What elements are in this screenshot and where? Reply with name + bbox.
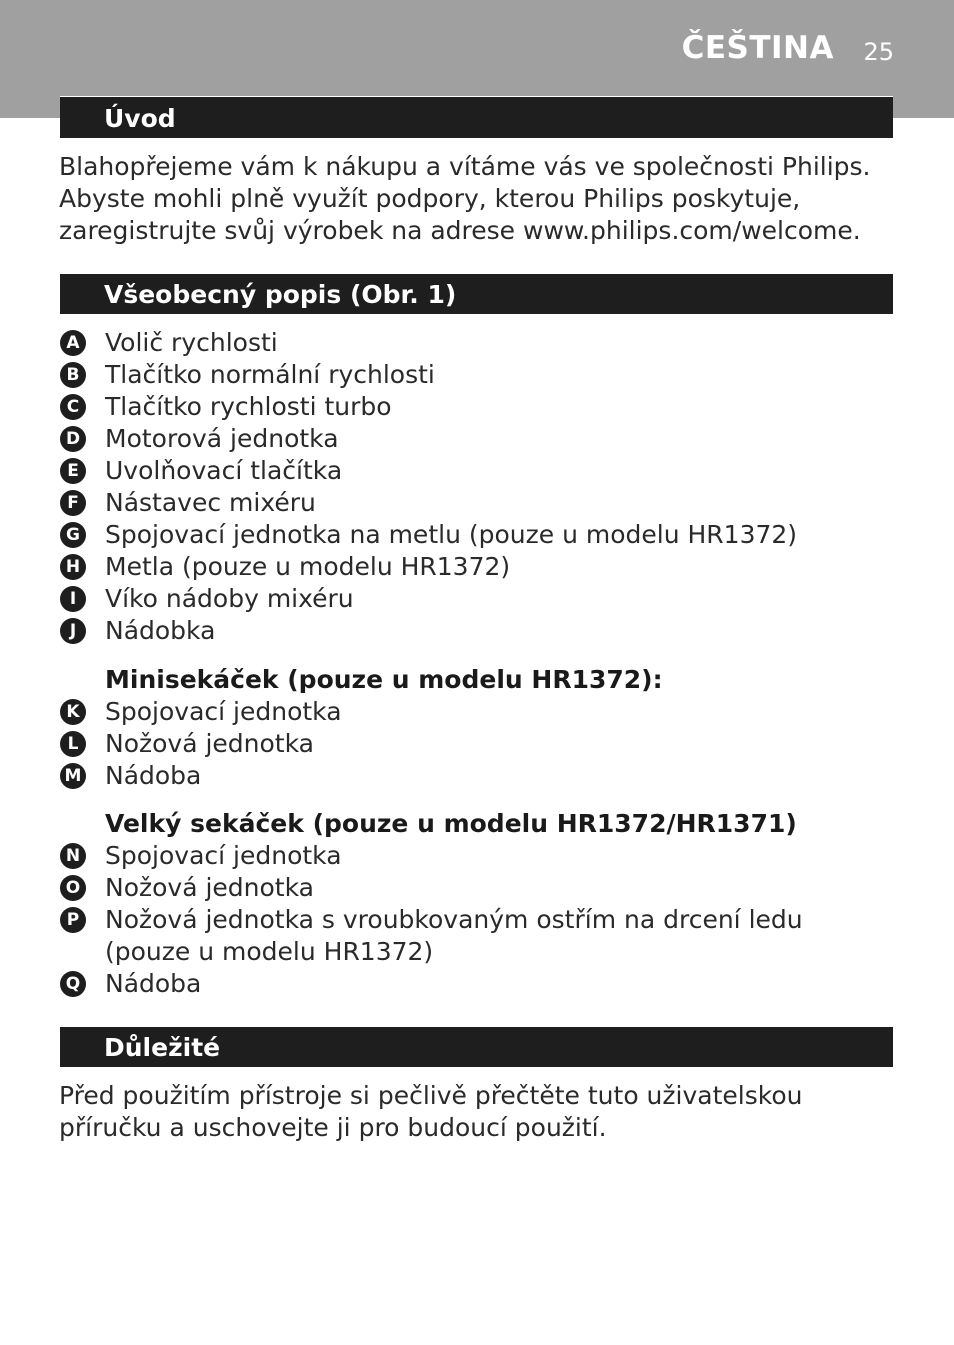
list-item-text: Nádoba bbox=[105, 761, 202, 790]
big-chopper-list bbox=[60, 840, 840, 1000]
list-item bbox=[60, 359, 840, 391]
mini-chopper-list bbox=[60, 696, 840, 792]
letter-badge: F bbox=[60, 490, 86, 516]
list-item bbox=[60, 904, 840, 968]
list-item bbox=[60, 696, 840, 728]
letter-badge: I bbox=[60, 586, 86, 612]
letter-badge: G bbox=[60, 522, 86, 548]
section-title-description: Všeobecný popis (Obr. 1) bbox=[60, 274, 893, 314]
list-item bbox=[60, 615, 840, 647]
list-item-text: Volič rychlosti bbox=[105, 328, 278, 357]
list-item-text: Metla (pouze u modelu HR1372) bbox=[105, 552, 511, 581]
letter-badge: P bbox=[60, 907, 86, 933]
list-item bbox=[60, 423, 840, 455]
letter-badge: E bbox=[60, 458, 86, 484]
letter-badge: O bbox=[60, 875, 86, 901]
language-title: ČEŠTINA bbox=[681, 30, 834, 66]
subheading-big-chopper: Velký sekáček (pouze u modelu HR1372/HR1371) bbox=[105, 809, 797, 838]
page-number: 25 bbox=[863, 38, 894, 66]
list-item bbox=[60, 519, 840, 551]
list-item-text: Nádobka bbox=[105, 616, 216, 645]
section-title-important: Důležité bbox=[60, 1027, 893, 1067]
list-item bbox=[60, 872, 840, 904]
list-item-text: Nožová jednotka bbox=[105, 729, 314, 758]
section-title-intro: Úvod bbox=[60, 96, 893, 138]
list-item bbox=[60, 391, 840, 423]
list-item bbox=[60, 455, 840, 487]
letter-badge: A bbox=[60, 330, 86, 356]
important-paragraph: Před použitím přístroje si pečlivě přečtěte tuto uživatelskou příručku a uschovejte ji pro budoucí použití. bbox=[59, 1081, 803, 1142]
list-item-text: Uvolňovací tlačítka bbox=[105, 456, 343, 485]
letter-badge: C bbox=[60, 394, 86, 420]
letter-badge: D bbox=[60, 426, 86, 452]
letter-badge: M bbox=[60, 763, 86, 789]
list-item-text: Víko nádoby mixéru bbox=[105, 584, 354, 613]
list-item-text: Spojovací jednotka bbox=[105, 841, 342, 870]
list-item bbox=[60, 760, 840, 792]
list-item bbox=[60, 968, 840, 1000]
letter-badge: Q bbox=[60, 971, 86, 997]
list-item bbox=[60, 327, 840, 359]
letter-badge: J bbox=[60, 618, 86, 644]
letter-badge: H bbox=[60, 554, 86, 580]
parts-list bbox=[60, 327, 840, 647]
list-item-text: Tlačítko normální rychlosti bbox=[105, 360, 435, 389]
list-item-text: Nádoba bbox=[105, 969, 202, 998]
list-item bbox=[60, 487, 840, 519]
list-item-text: Nástavec mixéru bbox=[105, 488, 316, 517]
letter-badge: L bbox=[60, 731, 86, 757]
subheading-mini-chopper: Minisekáček (pouze u modelu HR1372): bbox=[105, 665, 663, 694]
list-item bbox=[60, 583, 840, 615]
list-item-text: Spojovací jednotka bbox=[105, 697, 342, 726]
list-item-text: Spojovací jednotka na metlu (pouze u modelu HR1372) bbox=[105, 520, 798, 549]
letter-badge: B bbox=[60, 362, 86, 388]
intro-paragraph: Blahopřejeme vám k nákupu a vítáme vás ve společnosti Philips. Abyste mohli plně využít podpory, kterou Philips poskytuje, zaregistrujte svůj výrobek na adrese www.philips.com/welcome. bbox=[59, 152, 871, 245]
list-item-text: Nožová jednotka s vroubkovaným ostřím na drcení ledu (pouze u modelu HR1372) bbox=[105, 905, 803, 966]
list-item-text: Motorová jednotka bbox=[105, 424, 339, 453]
list-item bbox=[60, 551, 840, 583]
list-item bbox=[60, 728, 840, 760]
letter-badge: K bbox=[60, 699, 86, 725]
list-item-text: Tlačítko rychlosti turbo bbox=[105, 392, 392, 421]
list-item-text: Nožová jednotka bbox=[105, 873, 314, 902]
letter-badge: N bbox=[60, 843, 86, 869]
list-item bbox=[60, 840, 840, 872]
